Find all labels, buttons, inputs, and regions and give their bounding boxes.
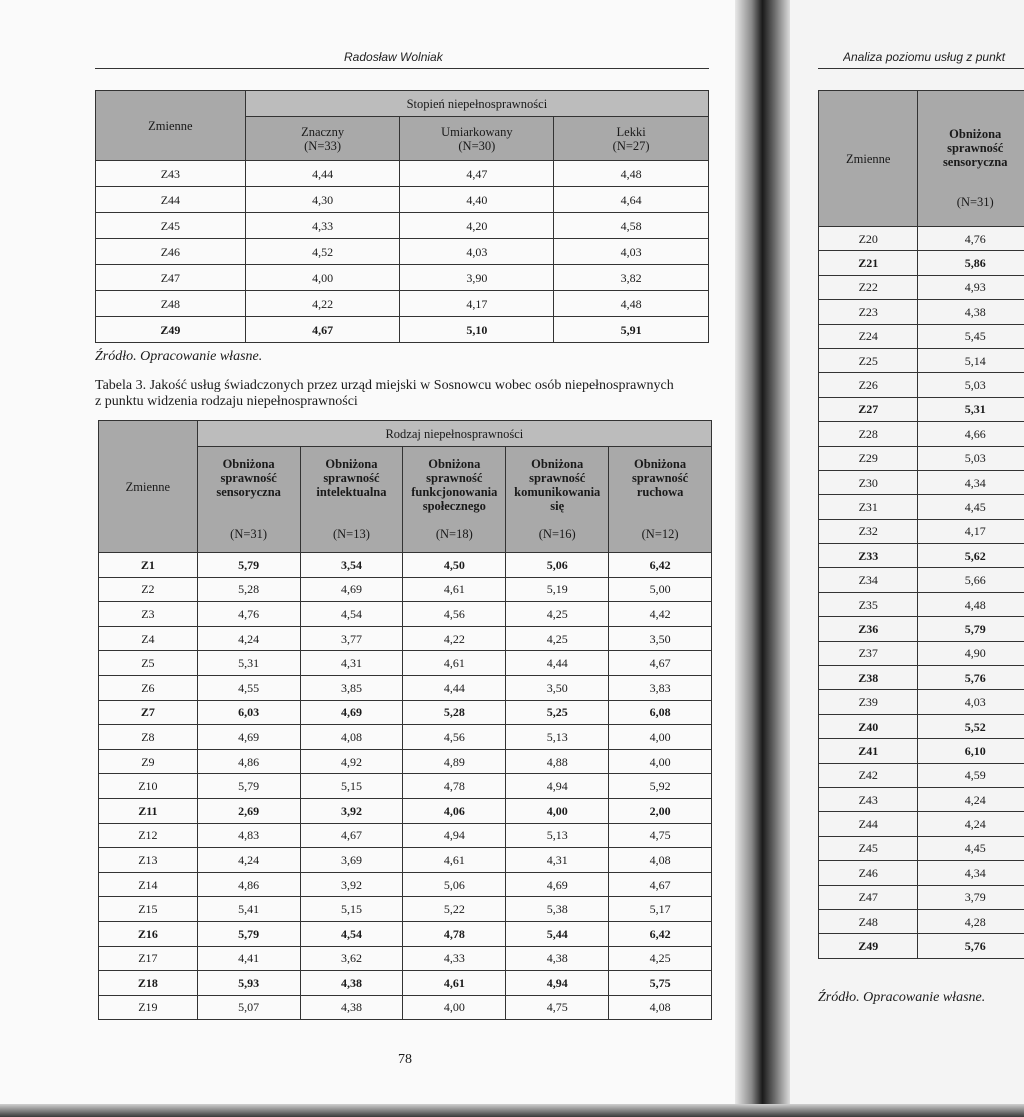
table-cell: 6,03 [197,700,300,725]
table-cell: 3,50 [609,626,712,651]
table-row [819,470,1024,494]
table-cell: 4,25 [506,602,609,627]
table-cell: 4,31 [300,651,403,676]
table-cell: 4,93 [918,275,1024,299]
table-cell: 4,00 [245,265,400,291]
table-cell: 4,33 [245,213,400,239]
table-row [99,675,712,700]
table-row [819,666,1024,690]
table-cell: 3,92 [300,798,403,823]
running-header-author: Radosław Wolniak [344,50,443,64]
table-cell: 5,45 [918,324,1024,348]
table-cell: 5,41 [197,897,300,922]
table-row [99,946,712,971]
table-cell: 5,25 [506,700,609,725]
table-cell: 5,79 [197,553,300,578]
row-label: Z19 [99,995,198,1020]
table-cell: 5,28 [197,577,300,602]
table-cell: 4,24 [197,848,300,873]
table-cell: 4,45 [918,495,1024,519]
table-cell: 4,24 [197,626,300,651]
table-row [819,324,1024,348]
table-row [99,700,712,725]
table-cell: 4,67 [609,872,712,897]
table-cell: 4,48 [918,592,1024,616]
table-cell: 5,06 [403,872,506,897]
table-cell: 4,69 [300,700,403,725]
row-label: Z12 [99,823,198,848]
table-cell: 3,79 [918,885,1024,909]
table-cell: 4,89 [403,749,506,774]
table-disability-type [98,420,712,1020]
row-label: Z28 [819,422,918,446]
table-cell: 4,75 [609,823,712,848]
row-label: Z34 [819,568,918,592]
table-cell: 4,86 [197,749,300,774]
scan-edge [0,1104,1024,1117]
row-label: Z33 [819,544,918,568]
table-cell: 5,03 [918,446,1024,470]
header-rule-right [818,68,1024,69]
table-cell: 4,52 [245,239,400,265]
table-row [96,239,709,265]
table-cell: 4,38 [918,300,1024,324]
row-label: Z24 [819,324,918,348]
table-row [99,774,712,799]
col-header-type-2: Obniżona sprawność intelektualna (N=13) [300,447,403,553]
row-label: Z9 [99,749,198,774]
table-cell: 4,94 [403,823,506,848]
book-gutter [735,0,790,1117]
row-label: Z10 [99,774,198,799]
table-cell: 4,24 [918,787,1024,811]
table-row [819,422,1024,446]
table-cell: 4,38 [300,971,403,996]
table-row [819,763,1024,787]
table-cell: 4,33 [403,946,506,971]
table-cell: 4,61 [403,651,506,676]
table-cell: 4,78 [403,774,506,799]
row-label: Z13 [99,848,198,873]
table-row [96,265,709,291]
col-header-zmienne: Zmienne [819,91,918,227]
col-header-type-1: Obniżona sprawność sensoryczna (N=31) [197,447,300,553]
table-cell: 6,42 [609,921,712,946]
table-cell: 4,31 [506,848,609,873]
table-cell: 3,54 [300,553,403,578]
table-cell: 3,83 [609,675,712,700]
table-cell: 5,15 [300,774,403,799]
table-right-continuation [818,90,1024,959]
table-cell: 4,54 [300,602,403,627]
table-row [819,446,1024,470]
table-row [819,787,1024,811]
running-header-right: Analiza poziomu usług z punkt [843,50,1006,64]
row-label: Z35 [819,592,918,616]
table-cell: 4,86 [197,872,300,897]
col-header-type-4: Obniżona sprawność komunikowania się (N=16) [506,447,609,553]
source-note: Źródło. Opracowanie własne. [95,349,263,364]
table-cell: 4,03 [918,690,1024,714]
row-label: Z48 [96,291,246,317]
table-row [96,187,709,213]
row-label: Z43 [819,787,918,811]
table-cell: 4,64 [554,187,709,213]
table-cell: 5,52 [918,714,1024,738]
row-label: Z46 [819,861,918,885]
table-row [96,213,709,239]
table-cell: 5,06 [506,553,609,578]
table-row [819,690,1024,714]
table-cell: 4,54 [300,921,403,946]
table-cell: 4,67 [609,651,712,676]
table-cell: 4,48 [554,291,709,317]
table-cell: 4,94 [506,774,609,799]
table-row [99,848,712,873]
row-label: Z37 [819,641,918,665]
row-label: Z22 [819,275,918,299]
row-label: Z15 [99,897,198,922]
table-cell: 6,08 [609,700,712,725]
table-row [99,553,712,578]
table-row [819,641,1024,665]
table-cell: 4,20 [400,213,554,239]
row-label: Z39 [819,690,918,714]
row-label: Z8 [99,725,198,750]
table-cell: 5,79 [197,921,300,946]
table-cell: 4,30 [245,187,400,213]
table-row [96,161,709,187]
table-cell: 5,03 [918,373,1024,397]
table-caption [95,378,715,410]
row-label: Z1 [99,553,198,578]
table-cell: 4,44 [403,675,506,700]
table-disability-degree [95,90,709,343]
table-cell: 3,62 [300,946,403,971]
table-row [99,995,712,1020]
row-label: Z32 [819,519,918,543]
row-label: Z26 [819,373,918,397]
table-row [819,227,1024,251]
row-label: Z31 [819,495,918,519]
table-cell: 5,92 [609,774,712,799]
table-row [99,897,712,922]
row-label: Z49 [819,934,918,958]
table-cell: 4,22 [403,626,506,651]
table-cell: 2,00 [609,798,712,823]
row-label: Z44 [819,812,918,836]
table-cell: 4,00 [506,798,609,823]
row-label: Z3 [99,602,198,627]
table-row [819,568,1024,592]
table-cell: 4,56 [403,602,506,627]
table-cell: 4,94 [506,971,609,996]
table-row [819,397,1024,421]
table-row [99,626,712,651]
table-cell: 6,10 [918,739,1024,763]
row-label: Z11 [99,798,198,823]
table-cell: 4,55 [197,675,300,700]
table-cell: 4,88 [506,749,609,774]
table-cell: 4,50 [403,553,506,578]
table-cell: 4,25 [609,946,712,971]
table-cell: 5,17 [609,897,712,922]
col-header-type-3: Obniżona sprawność funkcjonowania społecznego (N=18) [403,447,506,553]
table-cell: 4,41 [197,946,300,971]
row-label: Z38 [819,666,918,690]
table-cell: 4,67 [245,317,400,343]
row-label: Z30 [819,470,918,494]
table-cell: 4,44 [245,161,400,187]
table-cell: 4,48 [554,161,709,187]
row-label: Z47 [96,265,246,291]
table-cell: 4,58 [554,213,709,239]
table-cell: 4,66 [918,422,1024,446]
table-cell: 4,61 [403,971,506,996]
table-cell: 3,50 [506,675,609,700]
table-row [99,749,712,774]
row-label: Z44 [96,187,246,213]
table-row [819,909,1024,933]
row-label: Z48 [819,909,918,933]
table-cell: 5,79 [197,774,300,799]
row-label: Z7 [99,700,198,725]
table-cell: 4,38 [300,995,403,1020]
table-cell: 4,59 [918,763,1024,787]
table-row [819,934,1024,958]
table-row [99,872,712,897]
row-label: Z41 [819,739,918,763]
table-cell: 5,86 [918,251,1024,275]
table-cell: 5,19 [506,577,609,602]
table-cell: 5,91 [554,317,709,343]
row-label: Z40 [819,714,918,738]
row-label: Z5 [99,651,198,676]
row-label: Z49 [96,317,246,343]
row-label: Z29 [819,446,918,470]
table-cell: 5,31 [918,397,1024,421]
table-cell: 5,93 [197,971,300,996]
table-cell: 4,08 [609,995,712,1020]
table-cell: 4,83 [197,823,300,848]
row-label: Z16 [99,921,198,946]
row-label: Z46 [96,239,246,265]
table-cell: 4,08 [609,848,712,873]
table-row [96,317,709,343]
table-cell: 4,25 [506,626,609,651]
table-cell: 4,08 [300,725,403,750]
right-source-note: Źródło. Opracowanie własne. [818,990,986,1005]
row-label: Z20 [819,227,918,251]
table-cell: 5,22 [403,897,506,922]
col-header-umiarkowany: Umiarkowany (N=30) [400,117,554,161]
row-label: Z23 [819,300,918,324]
row-label: Z2 [99,577,198,602]
col-header-type-5: Obniżona sprawność ruchowa (N=12) [609,447,712,553]
table-cell: 5,13 [506,823,609,848]
table-cell: 4,34 [918,861,1024,885]
table-cell: 3,85 [300,675,403,700]
table-cell: 4,03 [400,239,554,265]
table-cell: 4,78 [403,921,506,946]
table-row [99,651,712,676]
table-cell: 4,06 [403,798,506,823]
table-cell: 5,79 [918,617,1024,641]
table-cell: 4,76 [918,227,1024,251]
table-cell: 5,76 [918,934,1024,958]
row-label: Z21 [819,251,918,275]
table-cell: 4,24 [918,812,1024,836]
group-header-stopien: Stopień niepełnosprawności [245,91,708,117]
table-cell: 4,00 [609,749,712,774]
table-cell: 4,90 [918,641,1024,665]
table-row [819,495,1024,519]
table-row [99,823,712,848]
table-cell: 4,61 [403,848,506,873]
col-header-zmienne: Zmienne [99,421,198,553]
table-cell: 5,66 [918,568,1024,592]
page-number: 78 [398,1052,412,1067]
table-cell: 4,03 [554,239,709,265]
table-row [819,348,1024,372]
table-row [99,971,712,996]
table-row [819,544,1024,568]
table-cell: 5,10 [400,317,554,343]
table-cell: 5,14 [918,348,1024,372]
table-cell: 4,28 [918,909,1024,933]
table-row [819,373,1024,397]
table-cell: 3,82 [554,265,709,291]
table-row [819,617,1024,641]
table-row [819,251,1024,275]
row-label: Z14 [99,872,198,897]
table-cell: 4,22 [245,291,400,317]
header-rule-left [95,68,709,69]
row-label: Z36 [819,617,918,641]
table-row [819,861,1024,885]
table-row [99,921,712,946]
caption-line-1: Tabela 3. Jakość usług świadczonych przez urząd miejski w Sosnowcu wobec osób niepełnosprawnych [95,378,674,393]
table-cell: 4,38 [506,946,609,971]
table-cell: 4,56 [403,725,506,750]
row-label: Z17 [99,946,198,971]
col-header-lekki: Lekki (N=27) [554,117,709,161]
table-cell: 4,92 [300,749,403,774]
col-header-znaczny: Znaczny (N=33) [245,117,400,161]
table-cell: 5,15 [300,897,403,922]
caption-line-2: z punktu widzenia rodzaju niepełnosprawności [95,394,358,409]
group-header-rodzaj: Rodzaj niepełnosprawności [197,421,711,447]
table-cell: 2,69 [197,798,300,823]
table-row [99,725,712,750]
table-row [819,275,1024,299]
table-cell: 5,38 [506,897,609,922]
col-header-sensoryczna: Obniżona sprawność sensoryczna (N=31) [918,91,1024,227]
row-label: Z43 [96,161,246,187]
table-cell: 4,45 [918,836,1024,860]
table-cell: 5,07 [197,995,300,1020]
table-row [96,291,709,317]
table-row [99,577,712,602]
table-cell: 4,61 [403,577,506,602]
table-cell: 4,00 [403,995,506,1020]
table-cell: 5,13 [506,725,609,750]
table-row [819,300,1024,324]
table-row [819,812,1024,836]
table-cell: 3,90 [400,265,554,291]
row-label: Z27 [819,397,918,421]
row-label: Z4 [99,626,198,651]
row-label: Z18 [99,971,198,996]
table-cell: 5,76 [918,666,1024,690]
table-cell: 4,40 [400,187,554,213]
table-cell: 5,44 [506,921,609,946]
row-label: Z45 [96,213,246,239]
table-cell: 4,44 [506,651,609,676]
table-cell: 3,92 [300,872,403,897]
table-cell: 4,67 [300,823,403,848]
table-cell: 4,42 [609,602,712,627]
table-row [819,519,1024,543]
table-row [99,602,712,627]
table-cell: 4,17 [918,519,1024,543]
col-header-zmienne: Zmienne [96,91,246,161]
table-cell: 3,77 [300,626,403,651]
table-cell: 4,75 [506,995,609,1020]
table-cell: 4,17 [400,291,554,317]
row-label: Z6 [99,675,198,700]
row-label: Z45 [819,836,918,860]
table-cell: 4,76 [197,602,300,627]
table-cell: 5,75 [609,971,712,996]
row-label: Z42 [819,763,918,787]
table-row [819,885,1024,909]
table-row [819,739,1024,763]
table-cell: 4,69 [197,725,300,750]
table-row [819,592,1024,616]
row-label: Z47 [819,885,918,909]
table-cell: 4,69 [300,577,403,602]
table-cell: 4,00 [609,725,712,750]
table-cell: 3,69 [300,848,403,873]
table-cell: 5,31 [197,651,300,676]
table-cell: 6,42 [609,553,712,578]
table-cell: 5,28 [403,700,506,725]
table-row [99,798,712,823]
row-label: Z25 [819,348,918,372]
table-row [819,836,1024,860]
table-cell: 4,47 [400,161,554,187]
table-cell: 4,34 [918,470,1024,494]
table-row [819,714,1024,738]
table-cell: 4,69 [506,872,609,897]
table-cell: 5,62 [918,544,1024,568]
table-cell: 5,00 [609,577,712,602]
